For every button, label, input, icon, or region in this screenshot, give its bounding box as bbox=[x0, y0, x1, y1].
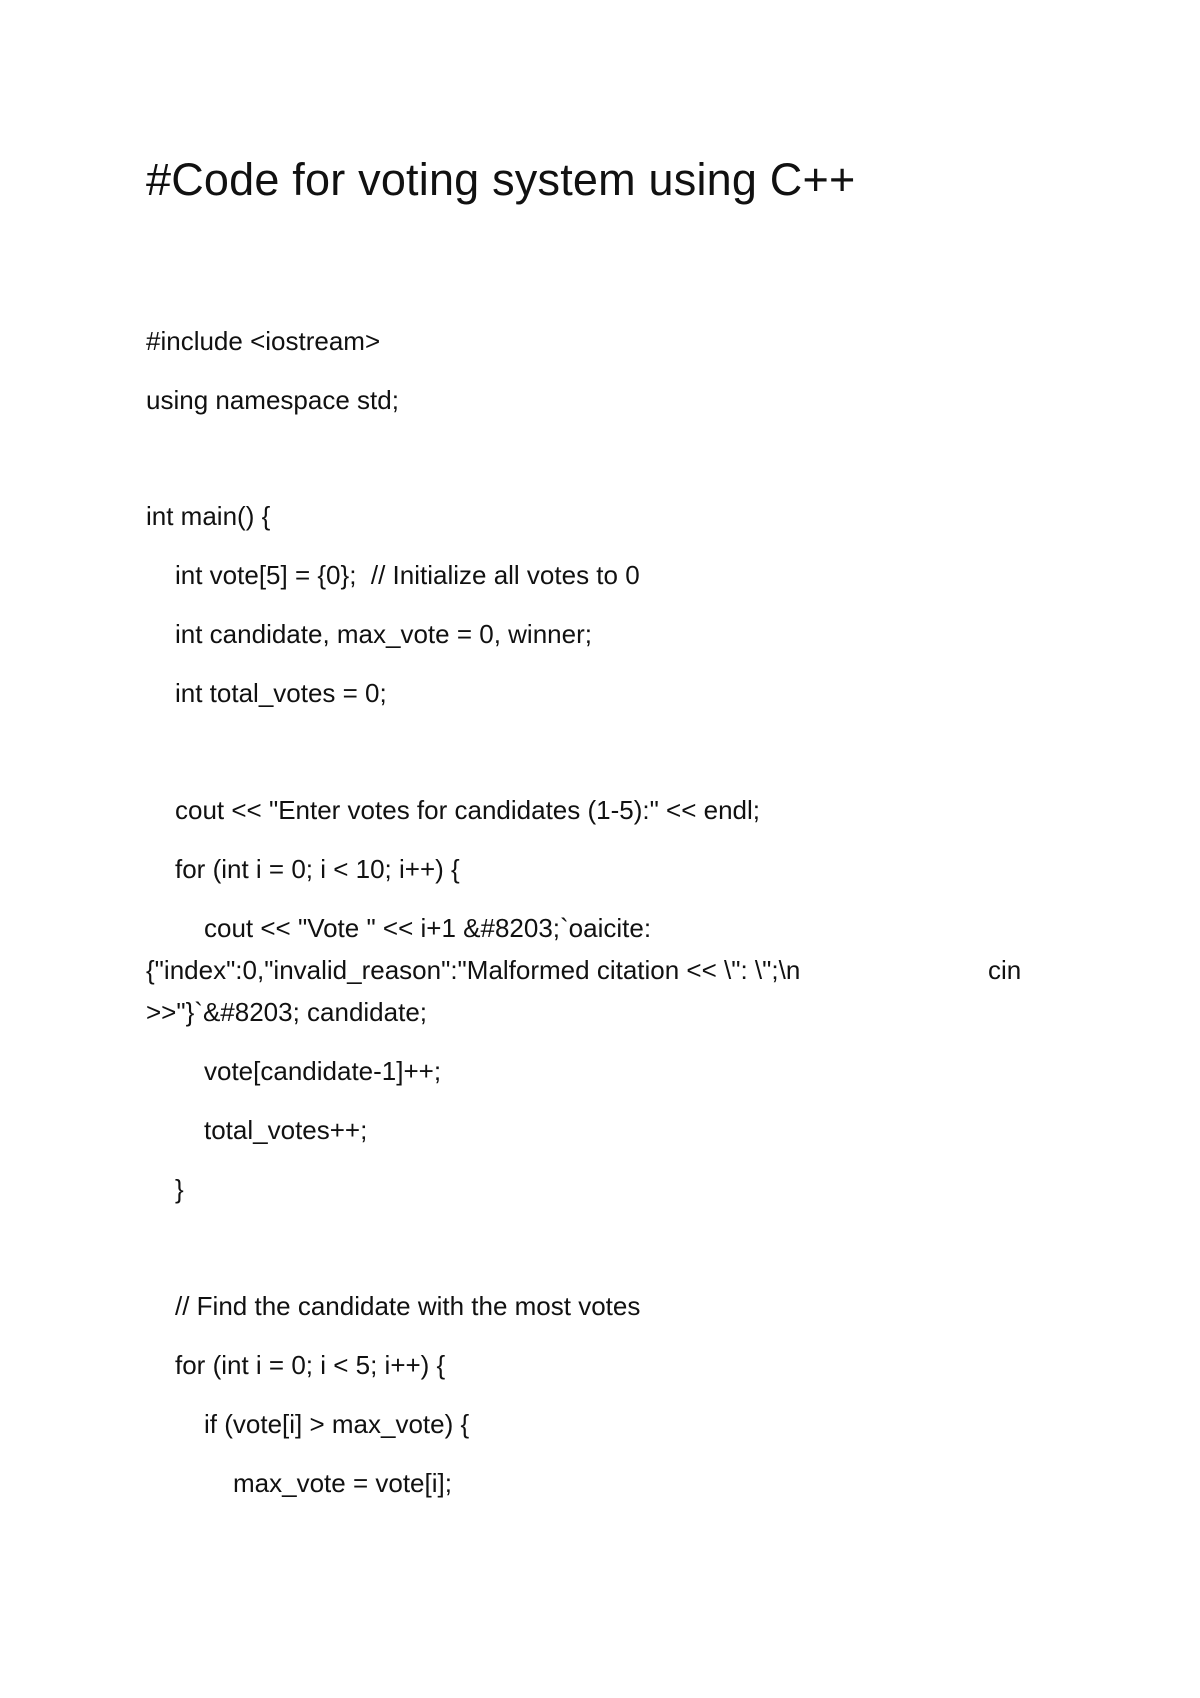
code-line-for-loop-1: for (int i = 0; i < 10; i++) { bbox=[175, 854, 460, 884]
code-line-decl-candidate: int candidate, max_vote = 0, winner; bbox=[175, 619, 592, 649]
code-line-vote-init: int vote[5] = {0}; // Initialize all votes to 0 bbox=[175, 560, 640, 590]
code-line-namespace: using namespace std; bbox=[146, 385, 399, 415]
code-line-citation-a: {"index":0,"invalid_reason":"Malformed citation << \": \";\n bbox=[146, 955, 801, 985]
code-line-if-stmt: if (vote[i] > max_vote) { bbox=[204, 1409, 470, 1439]
code-line-close-loop-1: } bbox=[175, 1174, 184, 1204]
code-line-total-inc: total_votes++; bbox=[204, 1115, 368, 1145]
code-line-vote-inc: vote[candidate-1]++; bbox=[204, 1056, 442, 1086]
code-line-cout-vote: cout << "Vote " << i+1 &#8203;`oaicite: bbox=[204, 913, 652, 943]
code-line-for-loop-2: for (int i = 0; i < 5; i++) { bbox=[175, 1350, 446, 1380]
code-line-citation-c: >>"}`&#8203; candidate; bbox=[146, 997, 428, 1027]
code-line-cout-enter: cout << "Enter votes for candidates (1-5):" << endl; bbox=[175, 795, 761, 825]
document-title: #Code for voting system using C++ bbox=[146, 154, 856, 205]
code-line-citation-b: cin bbox=[988, 955, 1022, 985]
code-line-decl-total: int total_votes = 0; bbox=[175, 678, 387, 708]
code-line-include: #include <iostream> bbox=[146, 326, 381, 356]
code-line-comment-find: // Find the candidate with the most votes bbox=[175, 1291, 641, 1321]
code-line-assign-max: max_vote = vote[i]; bbox=[233, 1468, 452, 1498]
code-line-main: int main() { bbox=[146, 501, 271, 531]
